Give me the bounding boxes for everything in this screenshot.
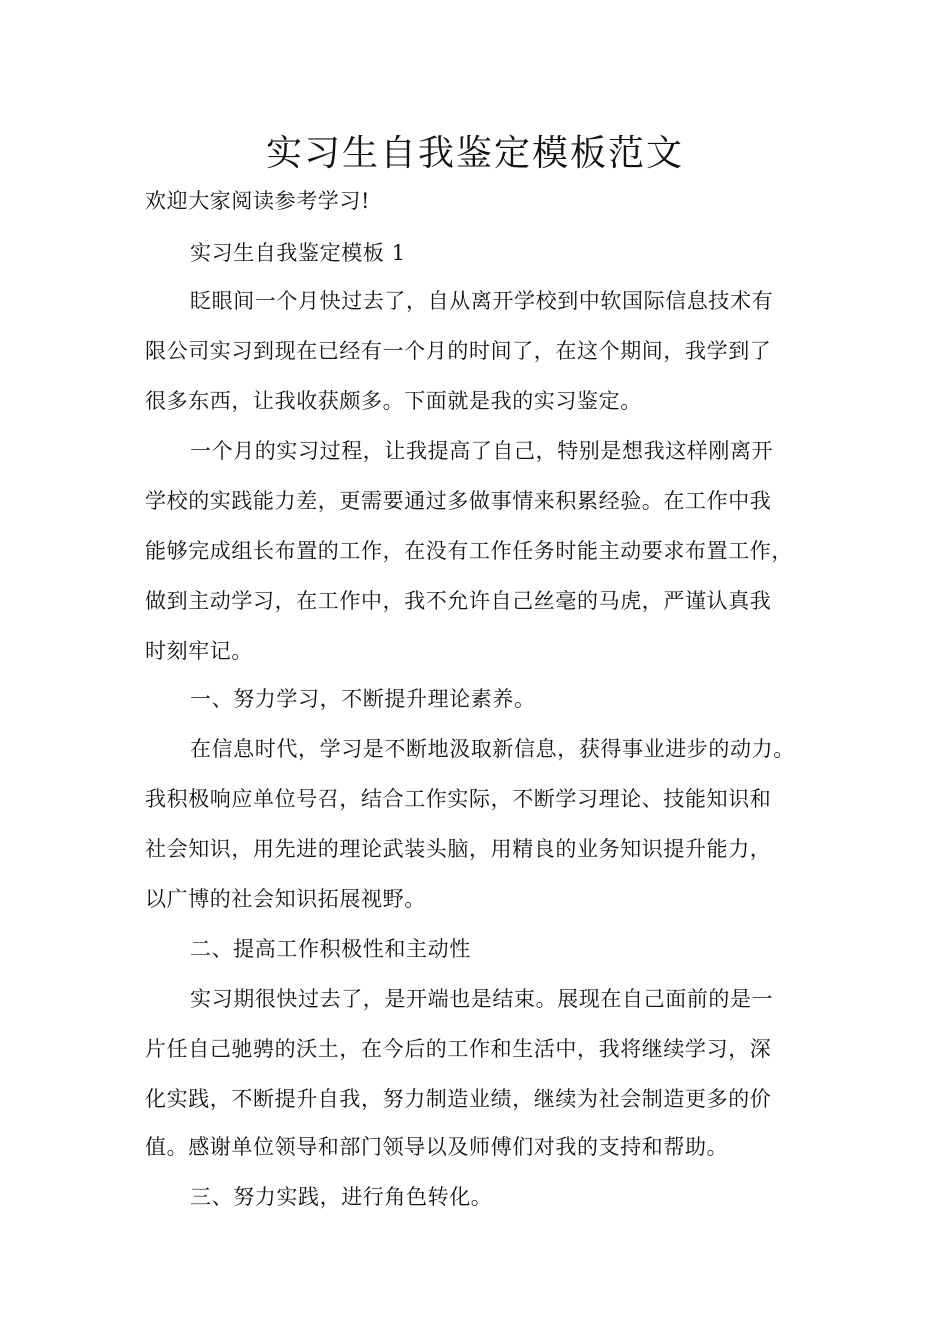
paragraph-line: 社会知识，用先进的理论武装头脑，用精良的业务知识提升能力， [145,837,772,861]
paragraph-line: 做到主动学习，在工作中，我不允许自己丝毫的马虎，严谨认真我 [145,589,772,613]
paragraph-line: 化实践，不断提升自我，努力制造业绩，继续为社会制造更多的价 [145,1087,772,1111]
section-heading: 一、努力学习，不断提升理论素养。 [190,687,536,711]
paragraph-line: 以广博的社会知识拓展视野。 [145,887,426,911]
section-heading: 三、努力实践，进行角色转化。 [190,1185,493,1209]
paragraph-line: 眨眼间一个月快过去了，自从离开学校到中软国际信息技术有 [190,289,774,313]
paragraph-line: 很多东西，让我收获颇多。下面就是我的实习鉴定。 [145,389,642,413]
subtitle-line: 实习生自我鉴定模板 1 [190,241,406,265]
paragraph-line: 我积极响应单位号召，结合工作实际，不断学习理论、技能知识和 [145,787,772,811]
section-heading: 二、提高工作积极性和主动性 [190,937,471,961]
paragraph-line: 值。感谢单位领导和部门领导以及师傅们对我的支持和帮助。 [145,1135,729,1159]
paragraph-line: 一个月的实习过程，让我提高了自己，特别是想我这样刚离开 [190,439,774,463]
paragraph-line: 时刻牢记。 [145,639,253,663]
paragraph-line: 片任自己驰骋的沃土，在今后的工作和生活中，我将继续学习，深 [145,1037,772,1061]
paragraph-line: 在信息时代，学习是不断地汲取新信息，获得事业进步的动力。 [190,737,795,761]
greeting-line: 欢迎大家阅读参考学习! [145,189,371,213]
paragraph-line: 学校的实践能力差，更需要通过多做事情来积累经验。在工作中我 [145,489,772,513]
paragraph-line: 能够完成组长布置的工作，在没有工作任务时能主动要求布置工作， [145,539,793,563]
paragraph-line: 实习期很快过去了，是开端也是结束。展现在自己面前的是一 [190,987,774,1011]
paragraph-line: 限公司实习到现在已经有一个月的时间了，在这个期间，我学到了 [145,339,772,363]
document-title: 实习生自我鉴定模板范文 [265,133,684,174]
